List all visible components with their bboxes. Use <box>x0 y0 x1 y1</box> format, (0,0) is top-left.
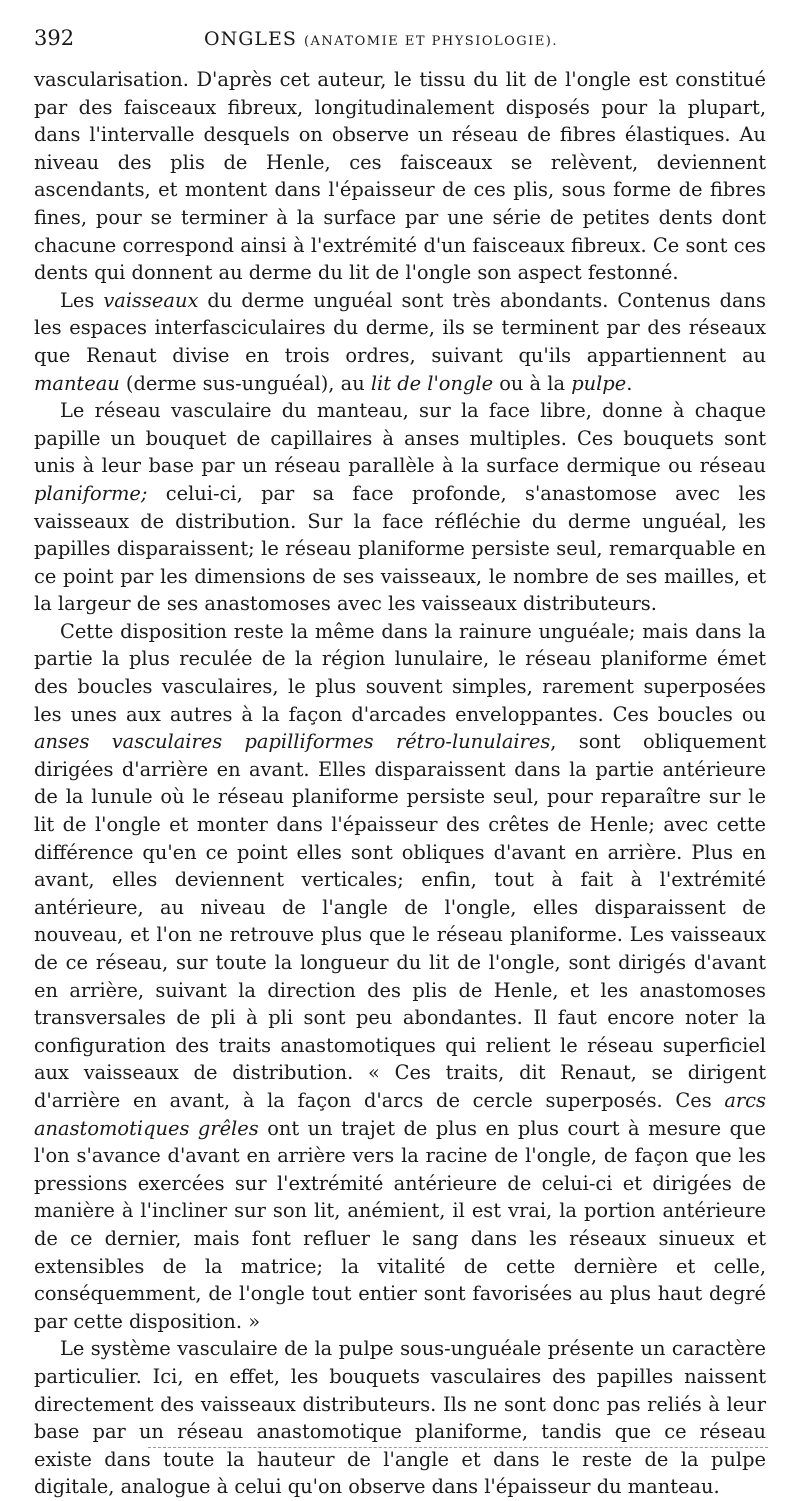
running-title <box>204 28 558 50</box>
text-run: Le système vasculaire de la pulpe sous-unguéale présente un caractère particulier. Ici, en effet, les bouquets vasculaires des papilles naissent directement des vaisseaux distributeurs. Ils ne sont donc pas reliés à leur base par un réseau anastomotique planiforme, tandis que ce réseau existe dans toute la hauteur de l'angle et dans le reste de la pulpe digitale, analogue à celui qu'on observe dans l'épaisseur du manteau. <box>34 1337 766 1499</box>
text-run: Les <box>60 288 104 312</box>
text-run: du derme unguéal sont très abondants. Contenus dans les espaces interfasciculaires du derme, ils se terminent par des réseaux que Renaut divise en trois ordres, suivant qu'ils appartiennent au <box>34 288 766 367</box>
italic-term: vaisseaux <box>103 288 199 312</box>
text-run: celui-ci, par sa face profonde, s'anastomose avec les vaisseaux de distribution. Sur la face réfléchie du derme unguéal, les papilles disparaissent; le réseau planiforme persiste seul, remarquable en ce point par les dimensions de ses vaisseaux, le nombre de ses mailles, et la largeur de ses anastomoses avec les vaisseaux distributeurs. <box>34 481 766 616</box>
paragraph <box>34 1335 766 1501</box>
footer-rule <box>148 1447 768 1448</box>
italic-term: arcs anastomotiques grêles <box>34 1088 766 1140</box>
italic-term: pulpe <box>571 371 627 395</box>
running-header <box>34 26 766 62</box>
italic-term: manteau <box>34 371 120 395</box>
text-run: . <box>626 371 633 395</box>
paragraph <box>34 397 766 618</box>
running-title-main: ONGLES <box>204 28 297 50</box>
italic-term: anses vasculaires papilliformes rétro-lunulaires <box>34 730 551 754</box>
running-title-sub: (ANATOMIE ET PHYSIOLOGIE). <box>303 34 559 49</box>
text-run: Cette disposition reste la même dans la rainure unguéale; mais dans la partie la plus reculée de la région lunulaire, le réseau planiforme émet des boucles vasculaires, le plus souvent simples, rarement superposées les unes aux autres à la façon d'arcades enveloppantes. Ces boucles ou <box>34 619 766 726</box>
paragraph <box>34 66 766 287</box>
paragraph <box>34 618 766 1335</box>
text-run: (derme sus-unguéal), au <box>119 371 371 395</box>
text-run: ou à la <box>493 371 572 395</box>
text-run: vascularisation. D'après cet auteur, le tissu du lit de l'ongle est constitué par des faisceaux fibreux, longitudinalement disposés pour la plupart, dans l'intervalle desquels on observe un réseau de fibres élastiques. Au niveau des plis de Henle, ces faisceaux se relèvent, deviennent ascendants, et montent dans l'épaisseur de ces plis, sous forme de fibres fines, pour se terminer à la surface par une série de petites dents dont chacune correspond ainsi à l'extrémité d'un faisceaux fibreux. Ce sont ces dents qui donnent au derme du lit de l'ongle son aspect festonné. <box>34 68 766 285</box>
paragraph <box>34 287 766 397</box>
italic-term: planiforme; <box>34 481 148 505</box>
body-text <box>34 66 766 1501</box>
text-run: ont un trajet de plus en plus court à mesure que l'on s'avance d'avant en arrière vers la racine de l'ongle, de façon que les pressions exercées sur l'extrémité antérieure de celui-ci et dirigées de manière à l'incliner sur son lit, anémient, il est vrai, la portion antérieure de ce dernier, mais font refluer le sang dans les réseaux sinueux et extensibles de la matrice; la vitalité de cette dernière et celle, conséquemment, de l'ongle tout entier sont favorisées au plus haut degré par cette disposition. » <box>34 1116 767 1333</box>
text-run: , sont obliquement dirigées d'arrière en avant. Elles disparaissent dans la partie antérieure de la lunule où le réseau planiforme persiste seul, pour reparaître sur le lit de l'ongle et monter dans l'épaisseur des crêtes de Henle; avec cette différence qu'en ce point elles sont obliques d'avant en arrière. Plus en avant, elles deviennent verticales; enfin, tout à fait à l'extrémité antérieure, au niveau de l'angle de l'ongle, elles disparaissent de nouveau, et l'on ne retrouve plus que le réseau planiforme. Les vaisseaux de ce réseau, sur toute la longueur du lit de l'ongle, sont dirigés d'avant en arrière, suivant la direction des plis de Henle, et les anastomoses transversales de pli à pli sont peu abondantes. Il faut encore noter la configuration des traits anastomotiques qui relient le réseau superficiel aux vaisseaux de distribution. « Ces traits, dit Renaut, se dirigent d'arrière en avant, à la façon d'arcs de cercle superposés. Ces <box>34 730 766 1112</box>
page-number: 392 <box>34 26 75 50</box>
text-run: Le réseau vasculaire du manteau, sur la face libre, donne à chaque papille un bouquet de capillaires à anses multiples. Ces bouquets sont unis à leur base par un réseau parallèle à la surface dermique ou réseau <box>34 399 766 478</box>
italic-term: lit de l'ongle <box>370 371 494 395</box>
